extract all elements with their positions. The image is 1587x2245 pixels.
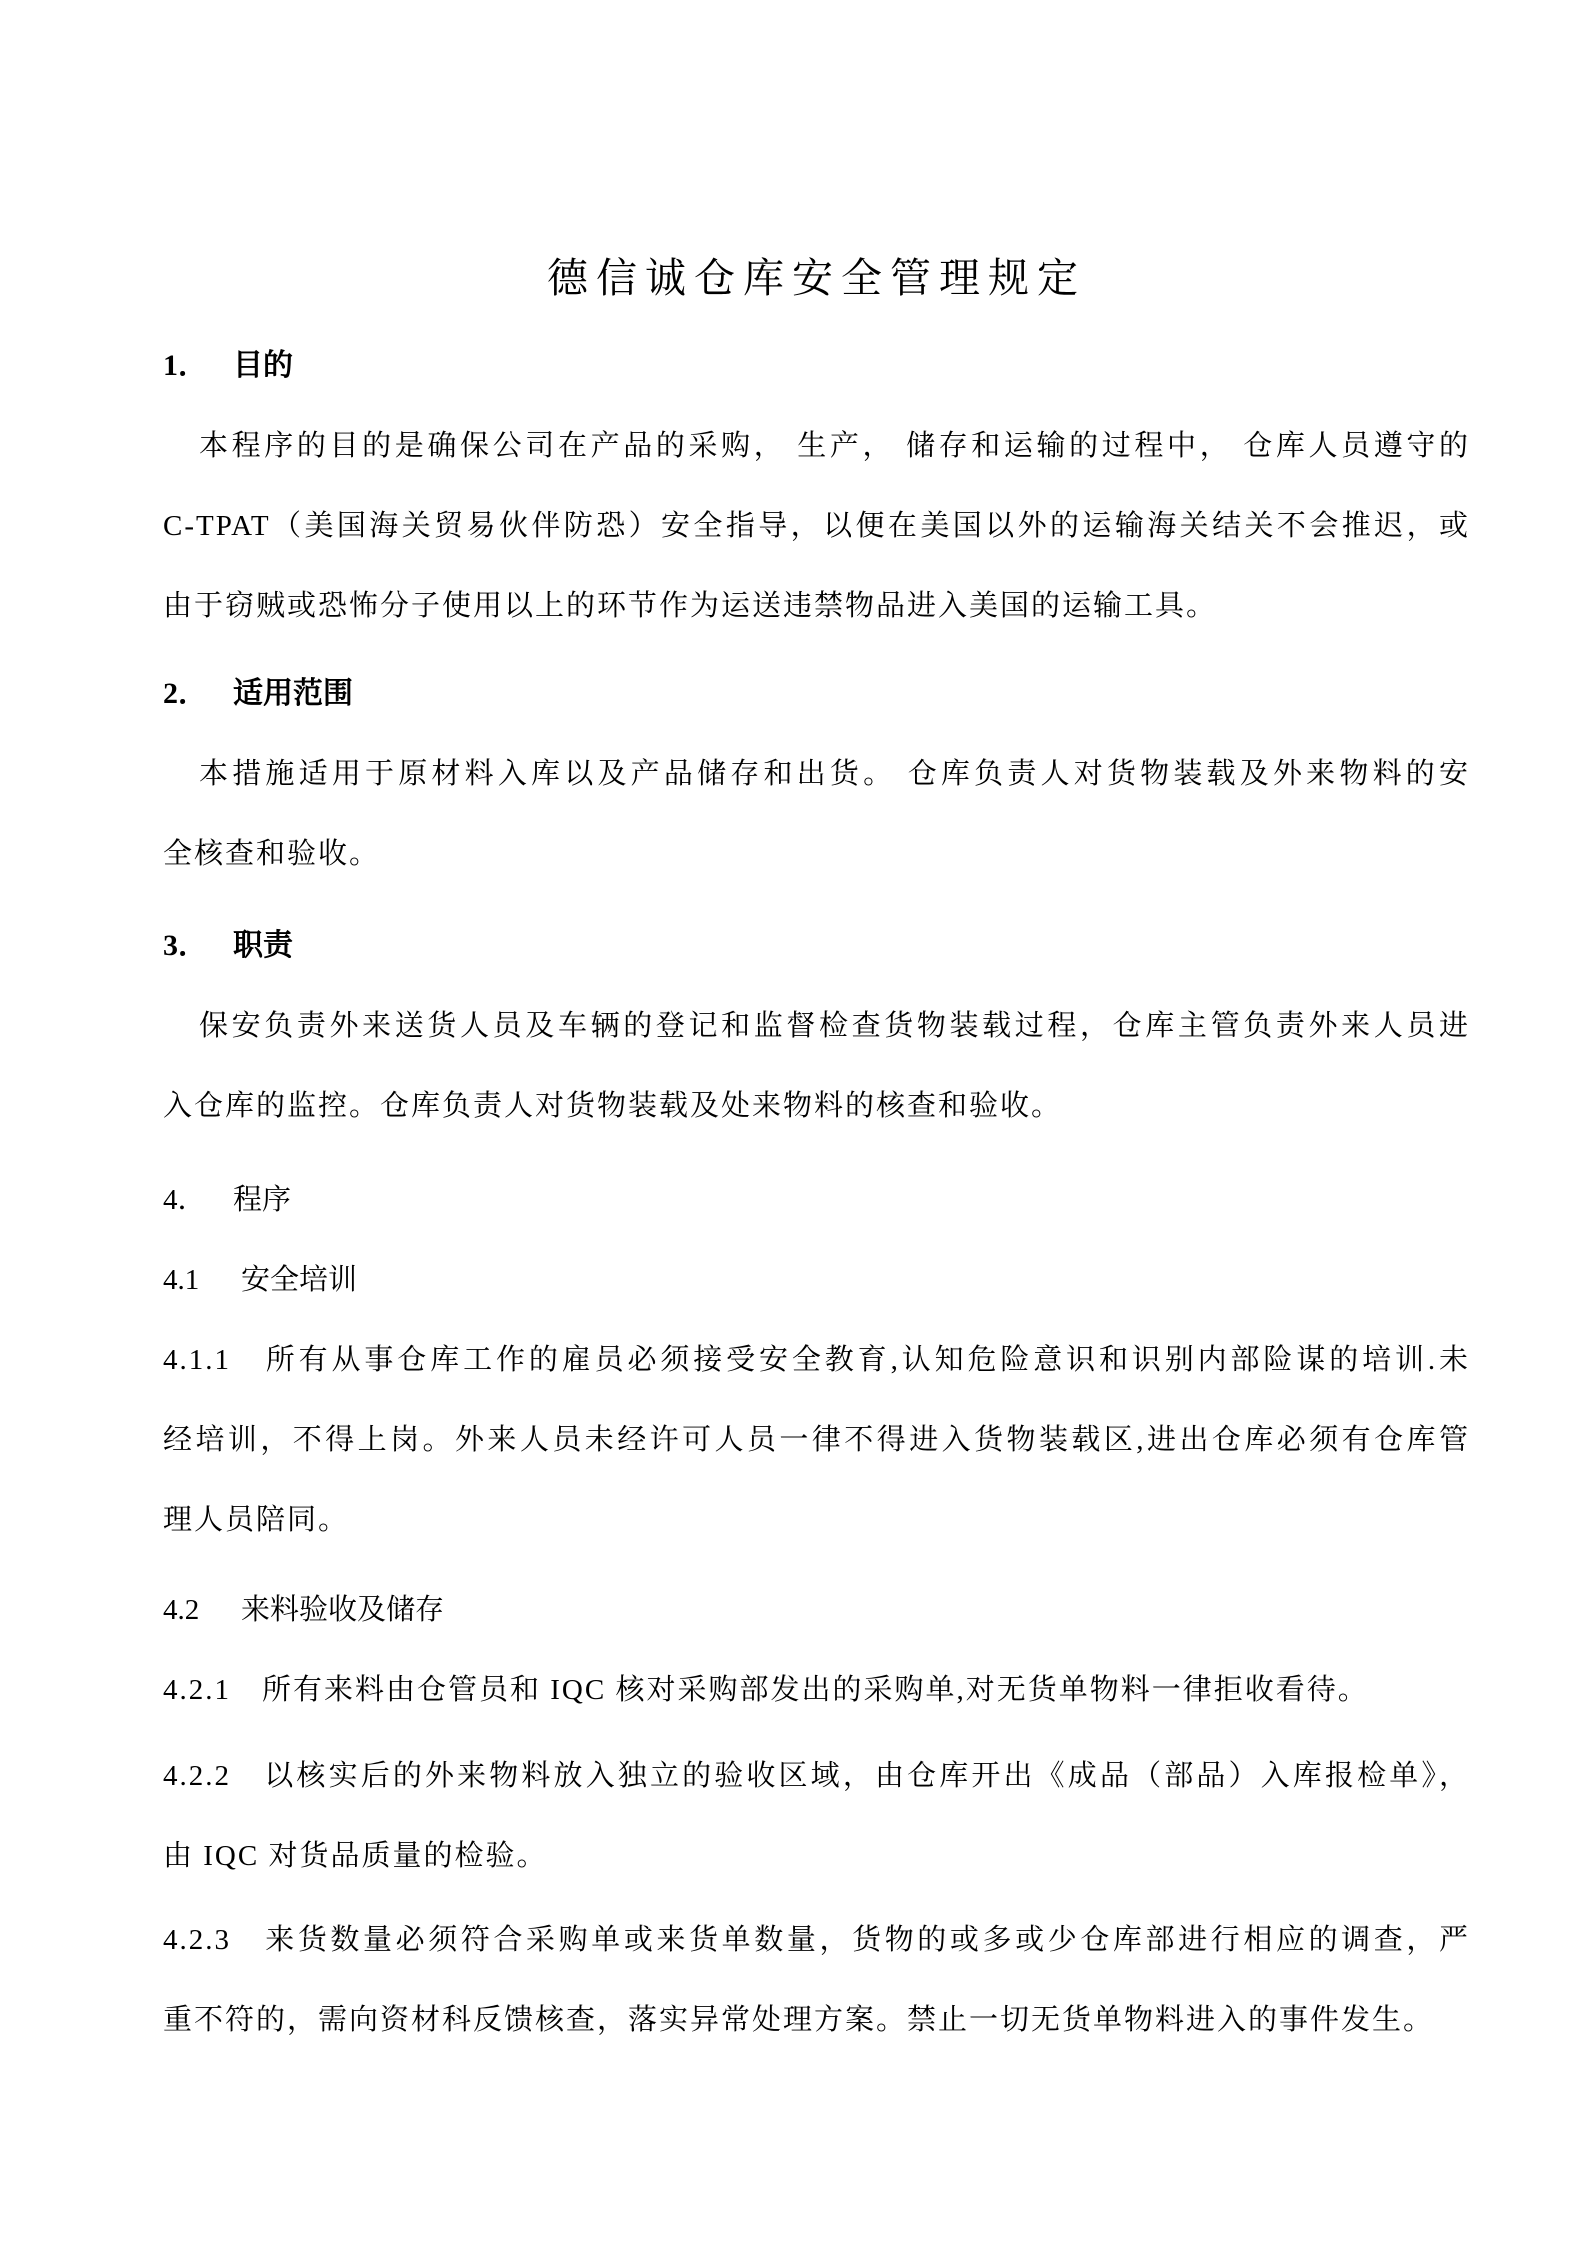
text-line: 本措施适用于原材料入库以及产品储存和出货。 仓库负责人对货物装载及外来物料的安	[199, 758, 1470, 790]
text-line: 重不符的，需向资材科反馈核查，落实异常处理方案。禁止一切无货单物料进入的事件发生。	[163, 2004, 1435, 2036]
section-heading-3	[163, 906, 1470, 986]
section-heading-4-1	[163, 1240, 1470, 1320]
text-line: 经培训，不得上岗。外来人员未经许可人员一律不得进入货物装载区,进出仓库必须有仓库管	[163, 1424, 1470, 1456]
text-line: 由 IQC 对货品质量的检验。	[163, 1840, 548, 1872]
section-heading-4-2	[163, 1570, 1470, 1650]
heading-label: 适用范围	[233, 677, 353, 710]
text-line: 4.2.3 来货数量必须符合采购单或来货单数量，货物的或多或少仓库部进行相应的调查，严	[163, 1924, 1470, 1956]
section-heading-1	[163, 326, 1470, 406]
heading-label: 程序	[233, 1184, 292, 1216]
text-line: 由于窃贼或恐怖分子使用以上的环节作为运送违禁物品进入美国的运输工具。	[163, 590, 1218, 622]
heading-number: 3．	[163, 929, 208, 962]
paragraph-responsibility	[163, 986, 1470, 1146]
text-line: C-TPAT（美国海关贸易伙伴防恐）安全指导，以便在美国以外的运输海关结关不会推迟，或	[163, 510, 1470, 542]
paragraph-4-1-1	[163, 1320, 1470, 1560]
paragraph-4-2-1	[163, 1650, 1470, 1730]
text-line: 4.1.1 所有从事仓库工作的雇员必须接受安全教育,认知危险意识和识别内部险谋的培训.未	[163, 1344, 1470, 1376]
heading-label: 职责	[233, 929, 293, 962]
heading-label: 来料验收及储存	[241, 1594, 445, 1626]
text-line: 本程序的目的是确保公司在产品的采购， 生产， 储存和运输的过程中， 仓库人员遵守的	[199, 430, 1470, 462]
heading-number: 4.1	[163, 1264, 200, 1296]
heading-label: 目的	[233, 349, 293, 382]
text-line: 保安负责外来送货人员及车辆的登记和监督检查货物装载过程，仓库主管负责外来人员进	[199, 1010, 1470, 1042]
heading-number: 2．	[163, 677, 208, 710]
heading-number: 4.2	[163, 1594, 200, 1626]
paragraph-4-2-2	[163, 1736, 1470, 1896]
heading-number: 4．	[163, 1184, 207, 1216]
text-line: 4.2.2 以核实后的外来物料放入独立的验收区域，由仓库开出《成品（部品）入库报检单》，	[163, 1760, 1470, 1792]
paragraph-4-2-3	[163, 1900, 1470, 2060]
text-line: 全核查和验收。	[163, 838, 381, 870]
text-line: 理人员陪同。	[163, 1504, 350, 1536]
heading-label: 安全培训	[241, 1264, 358, 1296]
text-line: 入仓库的监控。仓库负责人对货物装载及处来物料的核查和验收。	[163, 1090, 1063, 1122]
document-title: 德信诚仓库安全管理规定	[547, 255, 1086, 301]
section-heading-2	[163, 654, 1470, 734]
paragraph-purpose	[163, 406, 1470, 646]
heading-number: 1．	[163, 349, 208, 382]
text-line: 4.2.1 所有来料由仓管员和 IQC 核对采购部发出的采购单,对无货单物料一律拒收看待。	[163, 1674, 1369, 1706]
paragraph-scope	[163, 734, 1470, 894]
section-heading-4	[163, 1160, 1470, 1240]
